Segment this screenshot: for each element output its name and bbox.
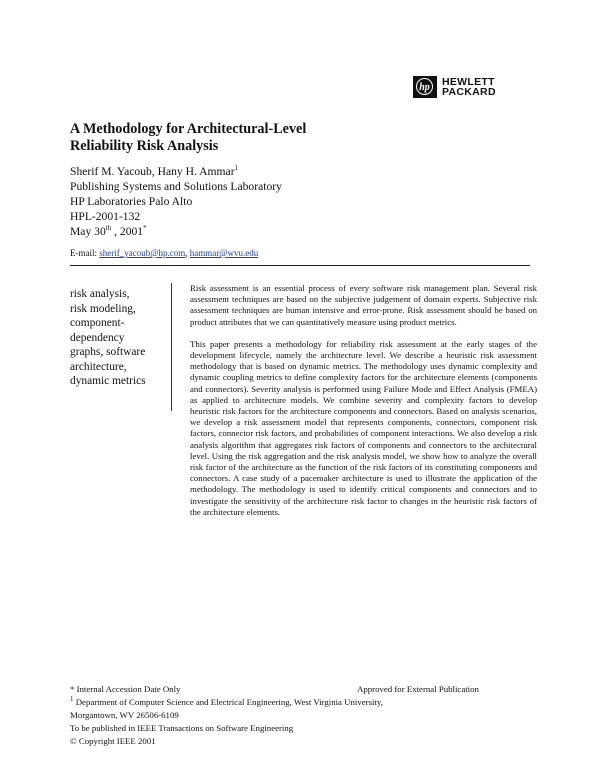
footnote-address: Morgantown, WV 26506-6109 [70,710,179,720]
author-names: Sherif M. Yacoub, Hany H. Ammar$^1$ [70,164,239,178]
abstract-paragraph-2: This paper presents a methodology for reliability risk assessment at the early stages of the development lifecycle, namely the architecture level. We describe a heuristic risk assessment methodology that is based on dynamic metrics. The methodology uses dynamic complexity and dynamic coupling metrics to define complexity factors for the architecture elements (components and connectors). Severity analysis is performed using Failure Mode and Effect Analysis (FMEA) as applied to architecture models. We combine severity and complexity factors to develop heuristic risk factors for the architecture components and connectors. Based on analysis scenarios, we develop a risk assessment model that represents components, connectors, component risk factors, connector risk factors, and probabilities of component interactions. We also develop a risk analysis algorithm that aggregates risk factors of components and connectors to the architectural level. Using the risk aggregation and the risk analysis model, we show how to analyze the overall risk factor of the architecture as the function of the risk factors of its constituting components and connectors. A case study of a pacemaker architecture is used to illustrate the application of the methodology. The methodology is used to identify critical components and connectors and to investigate the sensitivity of the architecture risk factor to changes in the heuristic risk factors of the architecture elements. [190,338,537,517]
approval-note: Approved for External Publication [357,684,479,694]
keyword-line: dynamic metrics [70,375,146,387]
email-label: E-mail: [70,248,100,258]
logo-line1: HEWLETT [442,76,495,88]
email-line: E-mail: sherif_yacoub@hp.com, hammar@wvu.edu [70,248,259,258]
keyword-divider [171,283,172,411]
hp-logo [413,76,519,98]
keyword-line: component- [70,317,125,329]
copyright: © Copyright IEEE 2001 [70,736,156,746]
divider [70,265,530,266]
author-footnote-mark: 1 [234,164,239,173]
keyword-line: architecture, [70,360,127,373]
hp-logo-mark [413,76,437,98]
title-line1: A Methodology for Architectural-Level [70,121,307,137]
keyword-line: risk modeling, [70,302,136,315]
abstract-paragraph-1: Risk assessment is an essential process of every software risk management plan. Several risk assessment techniques are based on the subjective judgement of domain experts. Subjective risk assessment techniques are human intensive and error-prone. Risk assessment should be based on product attributes that we can quantitatively measure using product metrics. [190,283,537,327]
keyword-line: graphs, software [70,346,146,358]
report-date: May 30th , 2001* [70,224,147,238]
publication-note: To be published in IEEE Transactions on Software Engineering [70,723,294,733]
paper-title [70,121,410,155]
footer [70,683,540,748]
author-lab: Publishing Systems and Solutions Laboratory [70,180,282,193]
footer-accession-row [70,683,540,696]
email-link-yacoub[interactable]: sherif_yacoub@hp.com [99,248,186,258]
title-line2: Reliability Risk Analysis [70,138,219,154]
keywords [70,287,170,389]
accession-note: * Internal Accession Date Only [70,684,181,694]
hp-logo-wordmark [442,77,496,97]
hp-glyph: hp [416,78,433,95]
abstract [190,283,537,529]
report-number: HPL-2001-132 [70,210,141,223]
keyword-line: risk analysis, [70,288,130,300]
author-location: HP Laboratories Palo Alto [70,195,193,208]
keyword-line: dependency [70,331,125,344]
footnote-affiliation: $^1$ Department of Computer Science and Electrical Engineering, West Virginia University, [70,695,383,707]
logo-line2: PACKARD [442,86,496,98]
email-link-ammar[interactable]: hammar@wvu.edu [189,248,259,258]
author-block [70,164,282,239]
